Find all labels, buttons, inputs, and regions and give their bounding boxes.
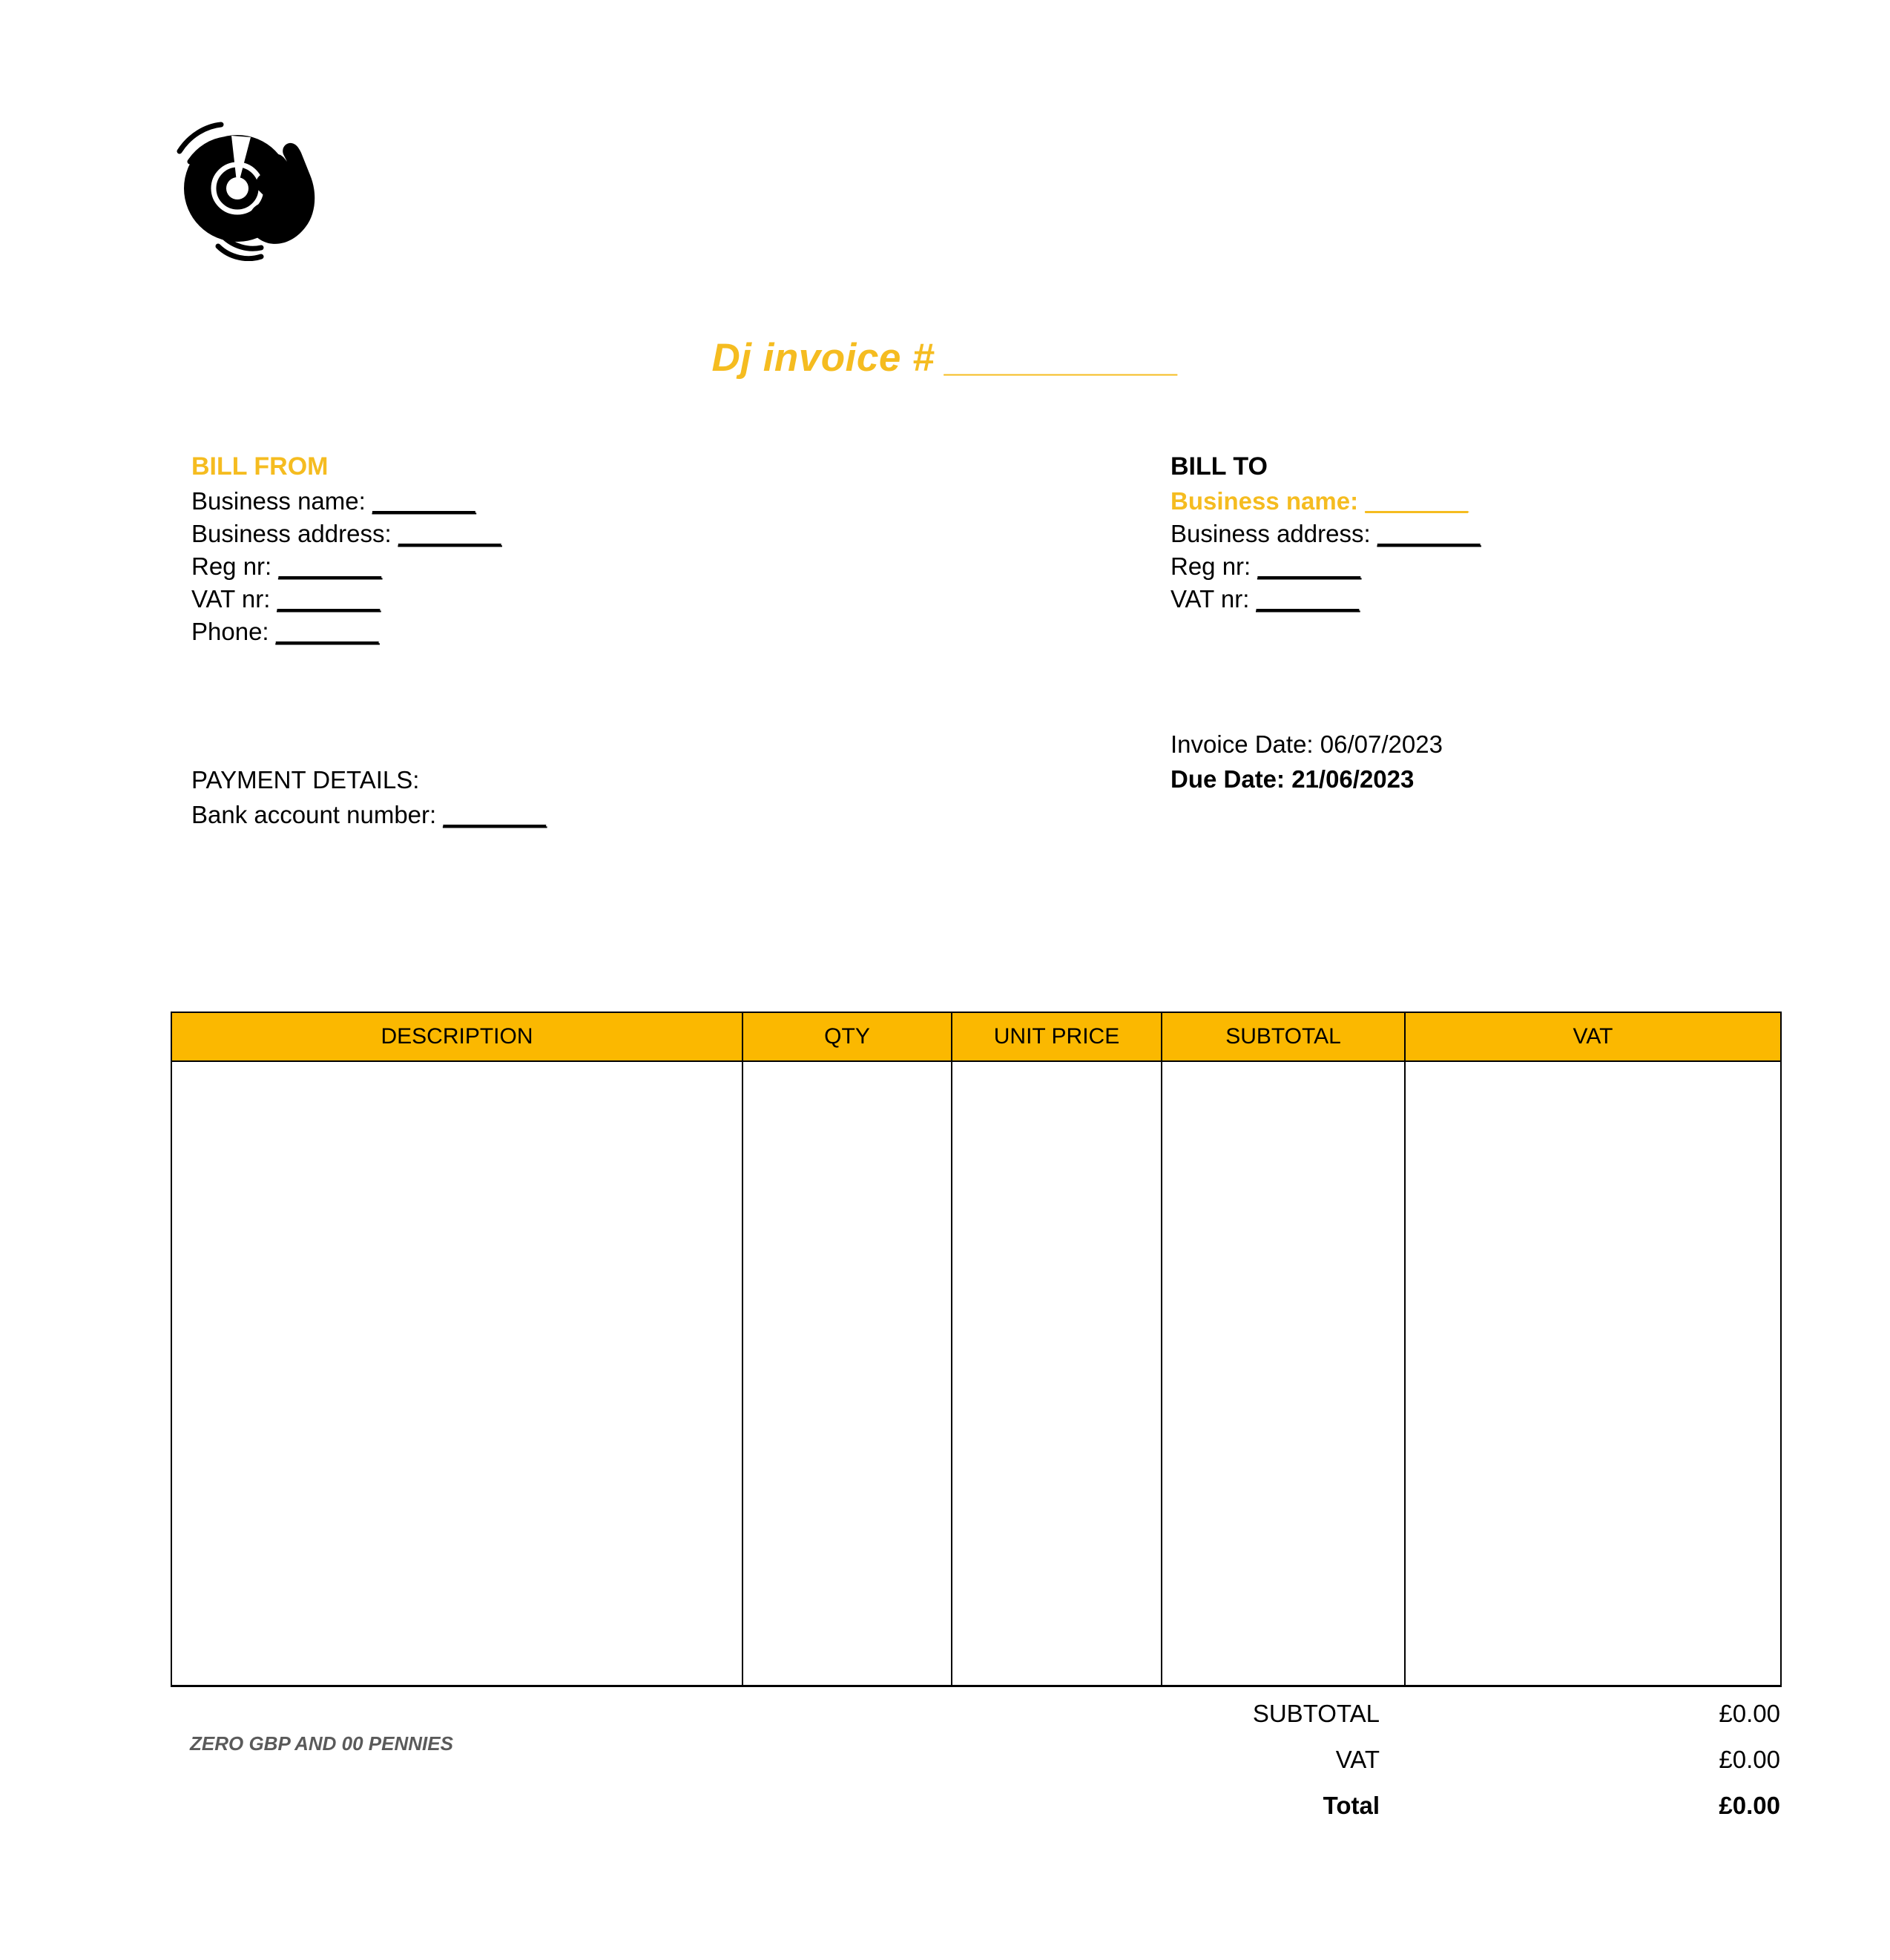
bank-account-number [191, 797, 546, 832]
bill-from-reg-nr-label: Reg nr: [191, 552, 279, 580]
bill-to-business-address-label: Business address: [1170, 520, 1377, 547]
bank-account-number-label: Bank account number: [191, 801, 444, 828]
dates-block [1170, 727, 1443, 796]
amount-in-words: ZERO GBP AND 00 PENNIES [190, 1732, 453, 1755]
bill-from-business-name-blank[interactable]: ________ [372, 487, 475, 515]
bill-from-phone-label: Phone: [191, 618, 276, 645]
bill-to-business-name [1170, 485, 1481, 518]
bill-from-business-address-blank[interactable]: ________ [398, 520, 501, 547]
bill-to-reg-nr-label: Reg nr: [1170, 552, 1258, 580]
table-header-row [171, 1012, 1781, 1061]
bill-from-heading: BILL FROM [191, 452, 329, 481]
bill-from-phone [191, 616, 501, 648]
cell-unit-price[interactable] [952, 1061, 1162, 1686]
bill-from-block [191, 448, 501, 648]
totals-row-vat [1038, 1746, 1780, 1792]
due-date: Due Date: 21/06/2023 [1170, 765, 1415, 793]
bill-from-business-address-label: Business address: [191, 520, 398, 547]
bill-from-vat-nr-blank[interactable]: ________ [277, 585, 381, 613]
table-row [171, 1061, 1781, 1686]
payment-details-heading: PAYMENT DETAILS: [191, 766, 420, 793]
invoice-date: Invoice Date: 06/07/2023 [1170, 730, 1443, 758]
bill-from-business-name [191, 485, 501, 518]
bill-to-heading: BILL TO [1170, 452, 1268, 481]
totals-block [1038, 1700, 1780, 1838]
total-label: Total [1323, 1792, 1380, 1819]
invoice-title [0, 335, 1890, 380]
bill-from-vat-nr-label: VAT nr: [191, 585, 277, 613]
cell-subtotal[interactable] [1162, 1061, 1405, 1686]
bill-to-business-address [1170, 518, 1481, 550]
column-header-description: DESCRIPTION [171, 1012, 742, 1061]
bill-to-vat-nr-label: VAT nr: [1170, 585, 1257, 613]
bank-account-number-blank[interactable]: ________ [443, 801, 547, 828]
bill-to-block [1170, 448, 1481, 616]
subtotal-value: £0.00 [1719, 1700, 1780, 1727]
bill-to-reg-nr-blank[interactable]: ________ [1257, 552, 1361, 580]
bill-from-phone-blank[interactable]: ________ [275, 618, 379, 645]
cell-qty[interactable] [742, 1061, 952, 1686]
bill-to-business-name-blank[interactable]: ________ [1365, 487, 1469, 515]
subtotal-label: SUBTOTAL [1252, 1700, 1380, 1727]
bill-from-reg-nr [191, 550, 501, 583]
column-header-qty: QTY [742, 1012, 952, 1061]
payment-details-block [191, 762, 546, 832]
total-value: £0.00 [1719, 1792, 1780, 1819]
bill-to-reg-nr [1170, 550, 1481, 583]
bill-to-vat-nr [1170, 583, 1481, 616]
bill-from-reg-nr-blank[interactable]: ________ [278, 552, 382, 580]
vat-label: VAT [1335, 1746, 1380, 1773]
column-header-vat: VAT [1405, 1012, 1781, 1061]
invoice-number-blank: ___________ [946, 336, 1179, 380]
bill-to-business-name-label: Business name: [1170, 487, 1366, 515]
totals-row-total [1038, 1792, 1780, 1838]
cell-vat[interactable] [1405, 1061, 1781, 1686]
invoice-title-text: Dj invoice # [711, 336, 946, 380]
totals-row-subtotal [1038, 1700, 1780, 1746]
cell-description[interactable] [171, 1061, 742, 1686]
bill-from-business-address [191, 518, 501, 550]
line-items-table [171, 1012, 1782, 1687]
bill-to-vat-nr-blank[interactable]: ________ [1256, 585, 1360, 613]
bill-from-vat-nr [191, 583, 501, 616]
vat-value: £0.00 [1719, 1746, 1780, 1773]
bill-to-business-address-blank[interactable]: ________ [1377, 520, 1481, 547]
bill-from-business-name-label: Business name: [191, 487, 372, 515]
column-header-subtotal: SUBTOTAL [1162, 1012, 1405, 1061]
column-header-unit-price: UNIT PRICE [952, 1012, 1162, 1061]
dj-turntable-logo [157, 113, 332, 261]
